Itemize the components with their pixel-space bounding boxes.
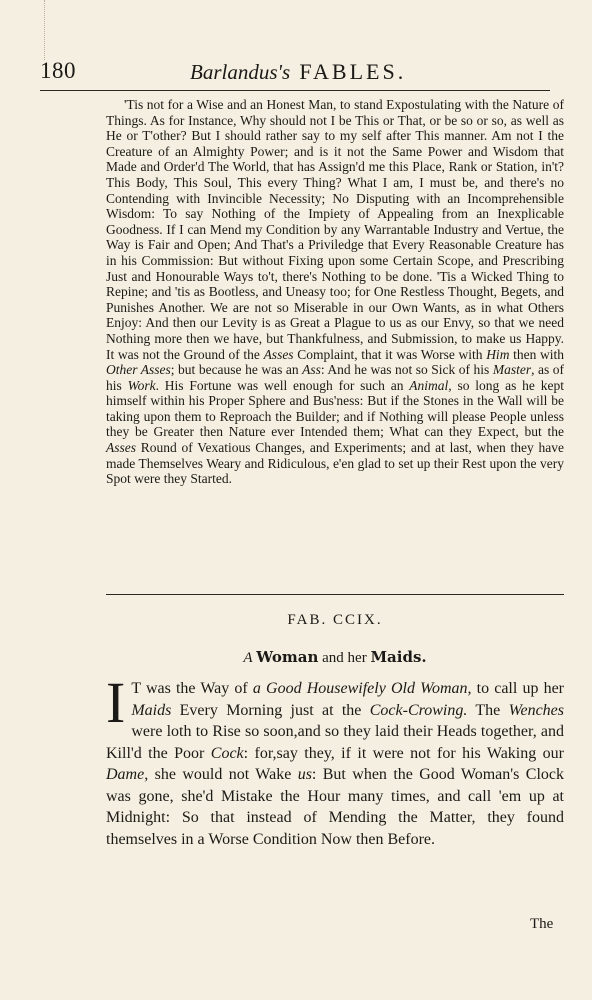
fable-title-and-her: and her <box>322 650 367 666</box>
running-head-title: FABLES. <box>299 59 407 84</box>
fable-title-maids: Maids. <box>370 648 427 666</box>
fable-title <box>106 648 564 667</box>
fable-number: FAB. CCIX. <box>287 612 383 628</box>
fable-title-woman: Woman <box>256 648 319 666</box>
drop-cap: I <box>106 670 126 735</box>
section-rule <box>106 594 564 595</box>
running-head <box>190 59 406 85</box>
fable-text: I T was the Way of a Good Housewifely Old Woman, to call up her Maids Every Morning just at the Cock-Crowing. The Wenches were loth to Rise so soon,and so they laid their Heads together, and Kill'd the Poor Cock: for,say they, if it were not for his Waking our Dame, she would not Wake us: But when the Good Woman's Clock was gone, she'd Mistake the Hour many times, and call 'em up at Midnight: So that instead of Mending the Matter, they found themselves in a Worse Condition Now then Before. <box>106 670 565 848</box>
header-rule <box>40 90 550 91</box>
catchword: The <box>530 916 554 932</box>
fable-title-article: A <box>243 650 253 666</box>
page-header <box>40 58 550 94</box>
moral-paragraph <box>106 97 564 487</box>
gutter-mark <box>44 0 49 60</box>
running-head-author: Barlandus's <box>190 60 291 84</box>
moral-text: 'Tis not for a Wise and an Honest Man, to stand Expostulating with the Nature of Things. As for Instance, Why should not I be This or That, or be so or so, as well as He or T'other? But I should rather say to my self after This manner. Am not I the Creature of an Almighty Power; and is it not the Same Power and Wisdom that Made and Order'd The World, that has Assign'd me this Place, Rank or Station, in't? This Body, This Soul, This every Thing? What I am, I must be, and there's no Contending with Invincible Necessity; No Disputing with an Incomprehensible Wisdom: To say Nothing of the Impiety of Appealing from an Inexplicable Goodness. If I can Mend my Condition by any Warrantable Industry and Vertue, the Way is Fair and Open; And That's a Priviledge that Every Reasonable Creature has in his Commission: But without Fixing upon some Certain Scope, and Prescribing Just and Honourable Ways to't, there's Nothing to be done. 'Tis a Wicked Thing to Repine; and 'tis as Bootless, and Uneasy too; for One Restless Thought, Begets, and Punishes Another. We are not so Miserable in our Own Wants, as in what Others Enjoy: And then our Levity is as Great a Plague to us as our Envy, so that we need Nothing more then we have, but Thankfulness, and Submission, to make us Happy. It was not the Ground of the Asses Complaint, that it was Worse with Him then with Other Asses; but because he was an Ass: And he was not so Sick of his Master, as of his Work. His Fortune was well enough for such an Animal, so long as he kept himself within his Proper Sphere and Bus'ness: But if the Stones in the Wall will be taking upon them to Reproach the Builder; and if Nothing will please People unless they be Greater then Nature ever Intended them; What can they Expect, but the Asses Round of Vexatious Changes, and Experiments; and at last, when they have made Themselves Weary and Ridiculous, e'en glad to set up their Rest upon the very Spot were they Started. <box>106 97 565 487</box>
page-number: 180 <box>40 58 76 83</box>
